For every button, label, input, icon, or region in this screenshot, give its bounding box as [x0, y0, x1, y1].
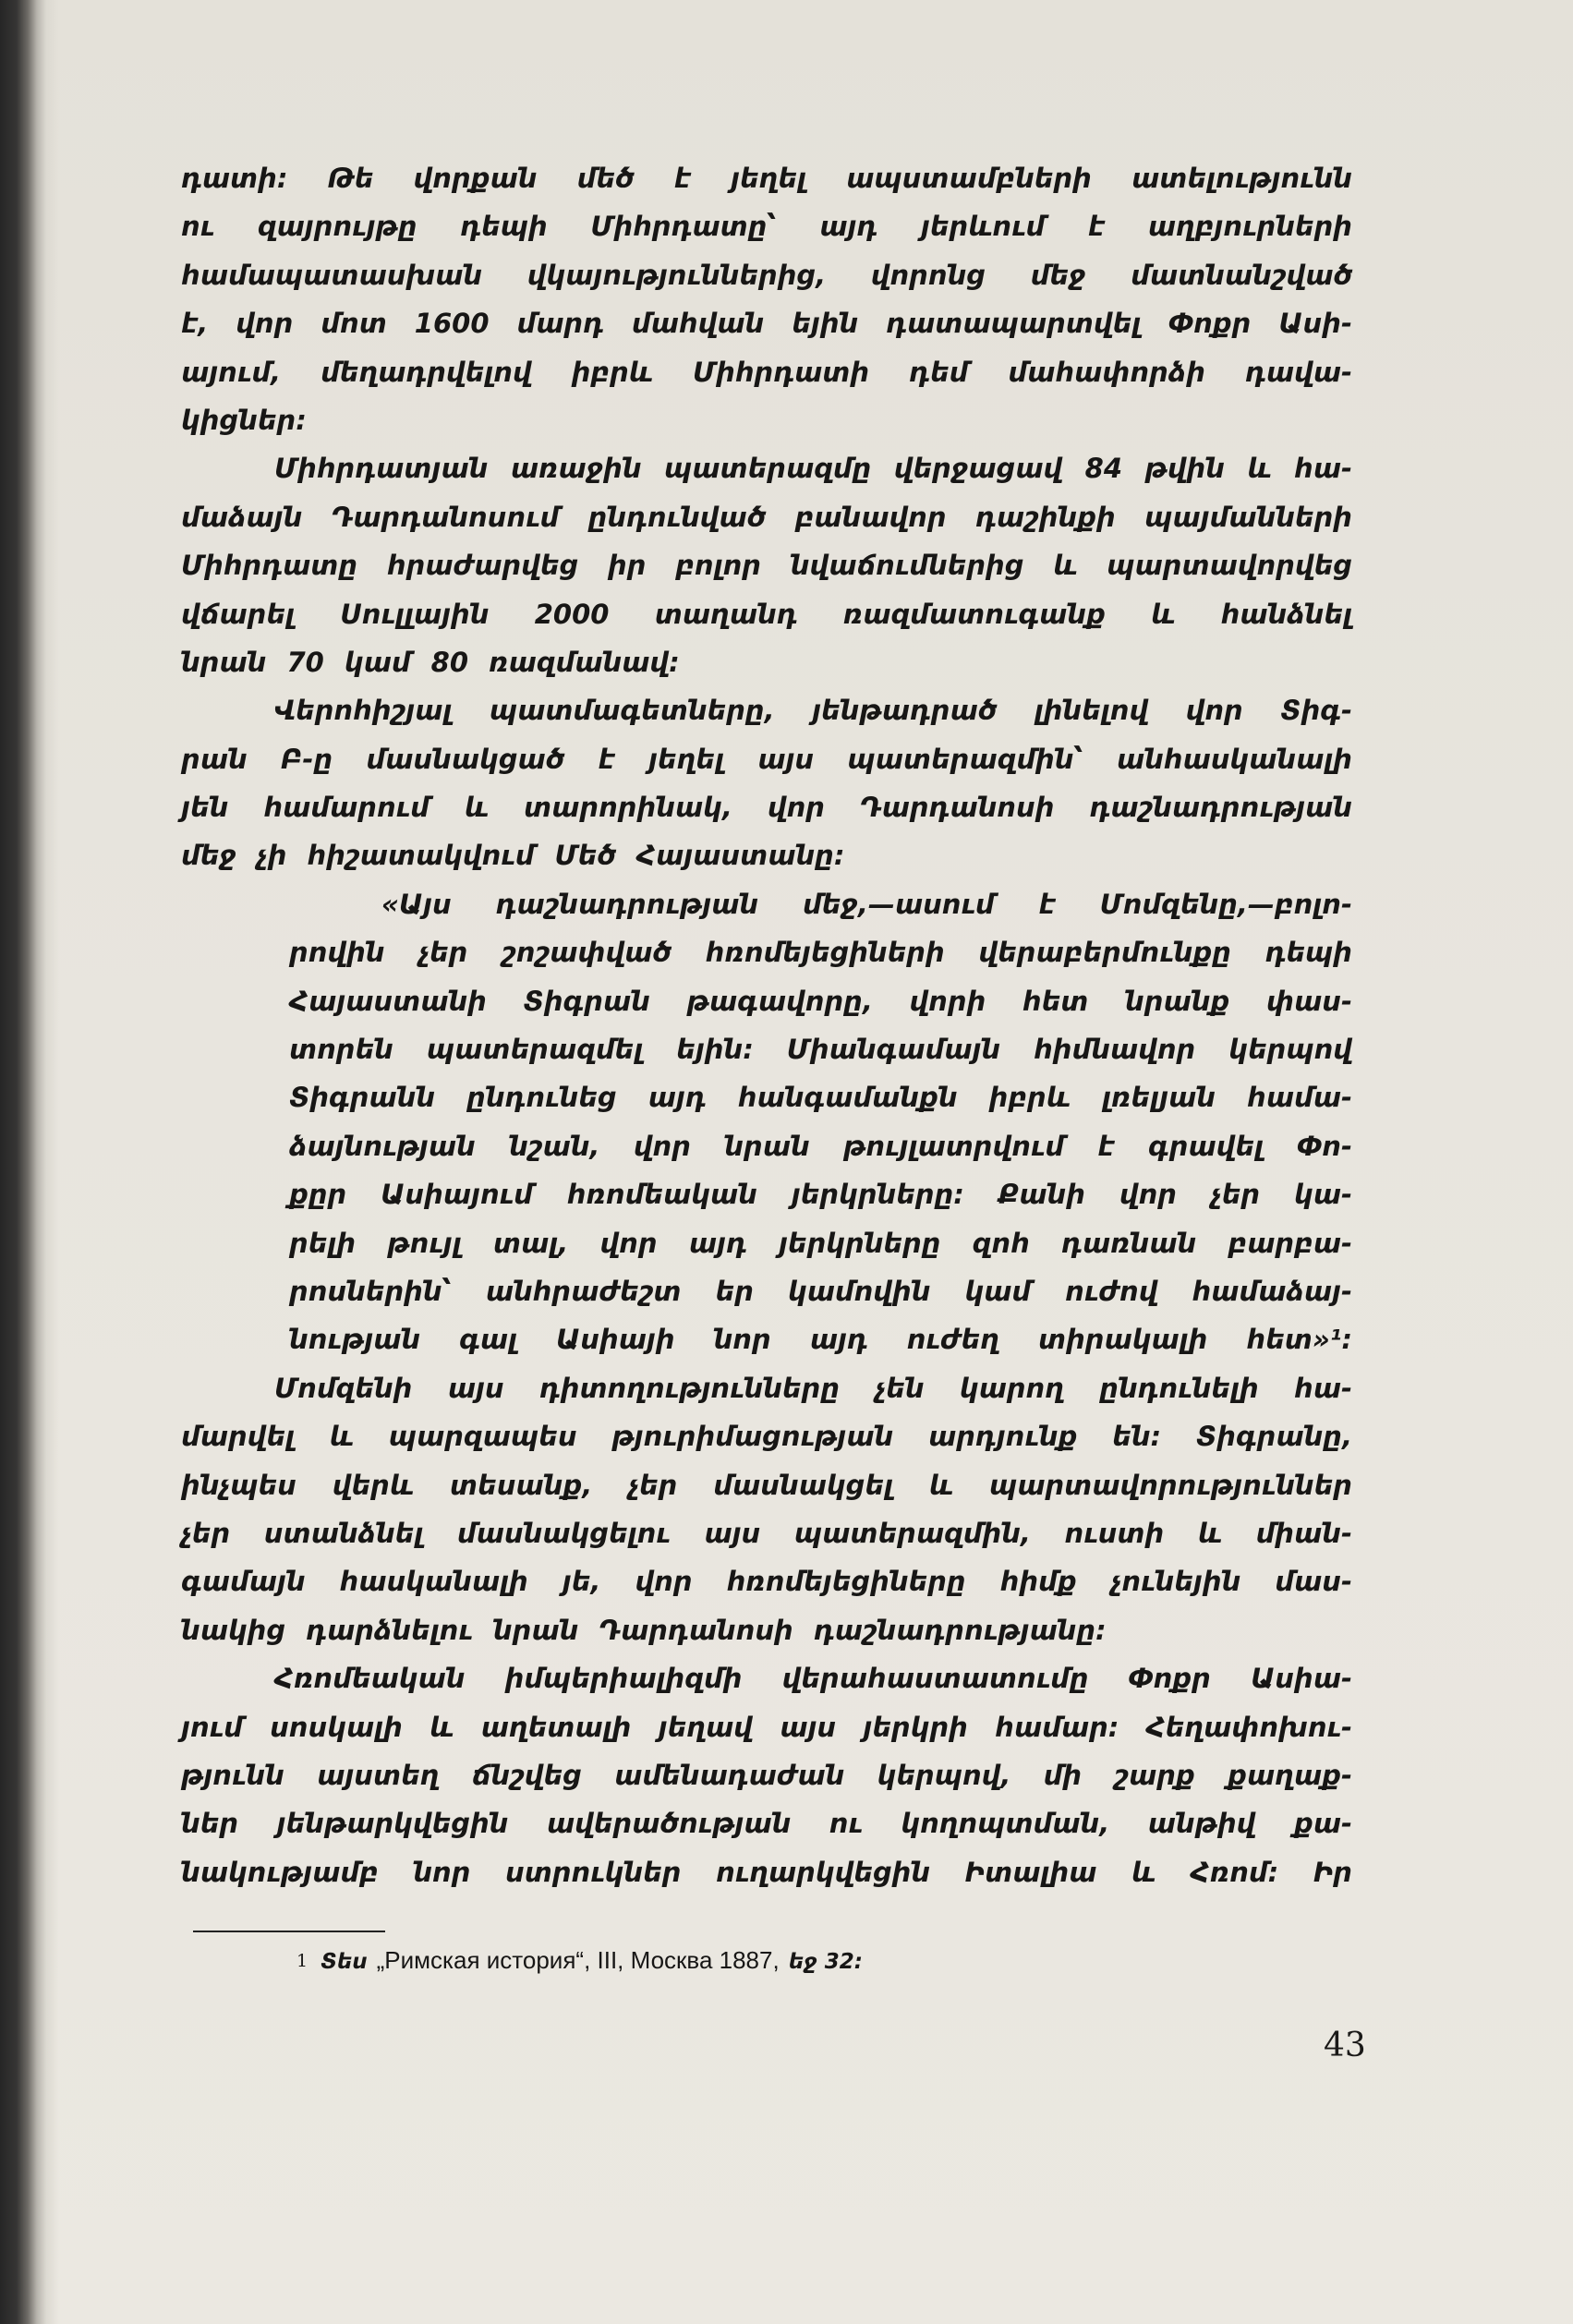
footnote-marker: 1 [296, 1951, 309, 1971]
footnote-page-ref: եջ 32: [788, 1950, 863, 1974]
quote-line: քըր Ասիայում հռոմեական յերկրները: Քանի վոր չեր կա- [289, 1179, 1352, 1211]
text-line: դատի: Թե վորքան մեծ է յեղել ապստամբների ատելությունն [181, 163, 1352, 194]
quote-line: րելի թույլ տալ, վոր այդ յերկրները զոհ դառնան բարբա- [289, 1227, 1352, 1259]
text-line: Վերոհիշյալ պատմագետները, յենթադրած լինելով վոր Տիգ- [274, 695, 1352, 727]
text-line: ներ յենթարկվեցին ավերածության ու կողոպտման, անթիվ քա- [181, 1808, 1352, 1840]
text-line: չեր ստանձնել մասնակցելու այս պատերազմին, ուստի և միան- [181, 1517, 1352, 1549]
quote-line: Հայաստանի Տիգրան թագավորը, վորի հետ նրանք փաս- [289, 985, 1352, 1017]
text-line: է, վոր մոտ 1600 մարդ մահվան եյին դատապարտվել Փոքր Ասի- [181, 308, 1352, 340]
text-line: այում, մեղադրվելով իբրև Միհրդատի դեմ մահափորձի դավա- [181, 356, 1352, 388]
paragraph [181, 154, 1352, 444]
page-gutter-shadow [0, 0, 59, 2324]
text-line: գամայն հասկանալի յե, վոր հռոմեյեցիները հիմք չունեյին մաս- [181, 1566, 1352, 1598]
text-line: յեն համարում և տարորինակ, վոր Դարդանոսի դաշնադրության [181, 792, 1352, 824]
quote-line: Տիգրանն ընդունեց այդ հանգամանքն իբրև լռելյան համա- [289, 1082, 1352, 1114]
text-line: կիցներ: [181, 404, 307, 436]
footnote-see-label: Տես [321, 1950, 368, 1974]
quote-line: «Այս դաշնադրության մեջ,—ասում է Մոմզենը,—բոլո- [381, 888, 1352, 920]
quote-line: րովին չեր շոշափված հռոմեյեցիների վերաբերմունքը դեպի [289, 937, 1352, 969]
text-line: Հռոմեական իմպերիալիզմի վերահաստատումը Փոքր Ասիա- [274, 1663, 1352, 1695]
text-line: ինչպես վերև տեսանք, չեր մասնակցել և պարտավորություններ [181, 1469, 1352, 1501]
text-line: ու զայրույթը դեպի Միհրդատը՝ այդ յերևում է աղբյուրների [181, 211, 1352, 243]
text-line: Միհրդատը հրաժարվեց իր բոլոր նվաճումներից և պարտավորվեց [181, 550, 1352, 582]
text-line: համապատասխան վկայություններից, վորոնց մեջ մատնանշված [181, 259, 1352, 291]
text-line: յում սոսկալի և աղետալի յեղավ այս յերկրի համար: Հեղափոխու- [181, 1711, 1352, 1743]
body-text [181, 154, 1352, 1896]
text-line: մարվել և պարզապես թյուրիմացության արդյունք են: Տիգրանը, [181, 1421, 1352, 1453]
footnote [296, 1942, 863, 1979]
quote-line: նության գալ Ասիայի նոր այդ ուժեղ տիրակալի հետ»¹: [289, 1324, 1352, 1356]
quote-line: րոսներին՝ անհրաժեշտ եր կամովին կամ ուժով համաձայ- [289, 1275, 1352, 1307]
text-line: թյունն այստեղ ճնշվեց ամենադաժան կերպով, մի շարք քաղաք- [181, 1759, 1352, 1791]
quote-line: տորեն պատերազմել եյին: Միանգամայն հիմնավոր կերպով [289, 1034, 1352, 1066]
text-line: նակությամբ նոր ստրուկներ ուղարկվեցին Իտալիա և Հռոմ: Իր [181, 1856, 1352, 1888]
text-line: Միհրդատյան առաջին պատերազմը վերջացավ 84 թվին և հա- [274, 453, 1352, 485]
paragraph [181, 1654, 1352, 1896]
text-line: մեջ չի հիշատակվում Մեծ Հայաստանը: [181, 840, 845, 872]
text-line: Մոմզենի այս դիտողությունները չեն կարող ընդունելի հա- [274, 1372, 1352, 1404]
text-line: րան Բ-ը մասնակցած է յեղել այս պատերազմին՝ անհասկանալի [181, 743, 1352, 775]
text-line: նրան 70 կամ 80 ռազմանավ: [181, 646, 680, 678]
quote-line: ձայնության նշան, վոր նրան թույլատրվում է գրավել Փո- [289, 1130, 1352, 1162]
text-line: մաձայն Դարդանոսում ընդունված բանավոր դաշինքի պայմանների [181, 501, 1352, 533]
text-line: նակից դարձնելու նրան Դարդանոսի դաշնադրությանը: [181, 1614, 1107, 1646]
footnote-rule [193, 1931, 385, 1932]
page-number: 43 [1324, 2027, 1366, 2064]
block-quote [289, 880, 1352, 1364]
paragraph [181, 1364, 1352, 1654]
paragraph [181, 686, 1352, 880]
text-line: վճարել Սուլլային 2000 տաղանդ ռազմատուգանք և հանձնել [181, 598, 1352, 630]
paragraph [181, 444, 1352, 686]
footnote-source-title: „Римская история“, III, Москва 1887, [376, 1946, 780, 1974]
